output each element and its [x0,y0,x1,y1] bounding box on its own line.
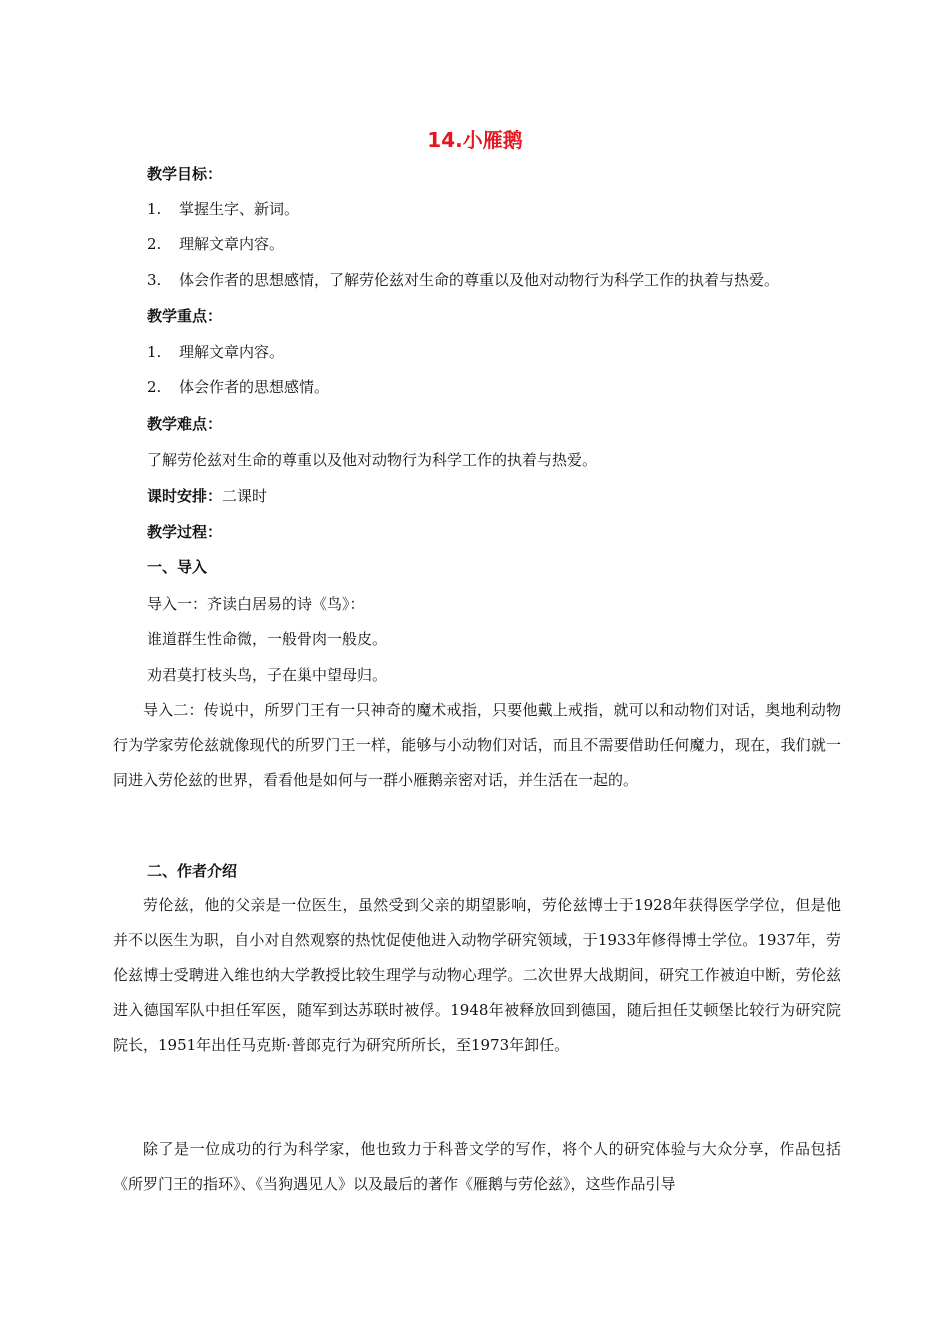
intro1-text: 导入一：齐读白居易的诗《鸟》： [147,595,365,613]
goals-heading: 教学目标： [147,165,223,183]
poem-line-2: 劝君莫打枝头鸟，子在巢中望母归。 [147,666,388,684]
difficulty-text: 了解劳伦兹对生命的尊重以及他对动物行为科学工作的执着与热爱。 [147,451,598,469]
poem-line-1: 谁道群生性命微，一般骨肉一般皮。 [147,630,388,648]
schedule-value: 二课时 [222,487,268,505]
section1-heading: 一、导入 [147,558,208,576]
difficulty-heading: 教学难点： [147,415,223,433]
key-point-num-2: 2. [147,378,162,396]
process-heading: 教学过程： [147,523,223,541]
schedule-line [147,486,267,506]
goal-num-2: 2. [147,235,162,253]
goal-num-1: 1. [147,200,162,218]
page-title: 14.小雁鹅 [427,128,523,152]
goal-text-1: 掌握生字、新词。 [179,200,300,218]
author-paragraph-1: 劳伦兹，他的父亲是一位医生，虽然受到父亲的期望影响，劳伦兹博士于1928年获得医学学位，但是他并不以医生为职，自小对自然观察的热忱促使他进入动物学研究领域，于1933年修得博士学位。1937年，劳伦兹博士受聘进入维也纳大学教授比较生理学与动物心理学。二次世界大战期间，研究工作被迫中断，劳伦兹进入德国军队中担任军医，随军到达苏联时被俘。1948年被释放回到德国，随后担任艾顿堡比较行为研究院院长，1951年出任马克斯·普郎克行为研究所所长，至1973年卸任。 [113,896,841,1054]
key-point-num-1: 1. [147,343,162,361]
goal-item-2 [147,234,284,254]
goal-num-3: 3. [147,271,162,289]
author-paragraph-2: 除了是一位成功的行为科学家，他也致力于科普文学的写作，将个人的研究体验与大众分享，作品包括《所罗门王的指环》、《当狗遇见人》以及最后的著作《雁鹅与劳伦兹》，这些作品引导 [113,1140,841,1193]
goal-text-2: 理解文章内容。 [179,235,285,253]
key-point-text-2: 体会作者的思想感情。 [179,378,330,396]
key-point-text-1: 理解文章内容。 [179,343,285,361]
section2-heading: 二、作者介绍 [147,862,238,880]
schedule-label: 课时安排： [147,487,223,505]
key-point-item-1 [147,342,284,362]
goal-item-1 [147,199,299,219]
intro2-paragraph: 导入二：传说中，所罗门王有一只神奇的魔术戒指，只要他戴上戒指，就可以和动物们对话，奥地利动物行为学家劳伦兹就像现代的所罗门王一样，能够与小动物们对话，而且不需要借助任何魔力，现在，我们就一同进入劳伦兹的世界，看看他是如何与一群小雁鹅亲密对话，并生活在一起的。 [113,701,841,789]
goal-item-3 [147,270,779,290]
key-points-heading: 教学重点： [147,307,223,325]
key-point-item-2 [147,377,329,397]
goal-text-3: 体会作者的思想感情，了解劳伦兹对生命的尊重以及他对动物行为科学工作的执着与热爱。 [179,271,780,289]
